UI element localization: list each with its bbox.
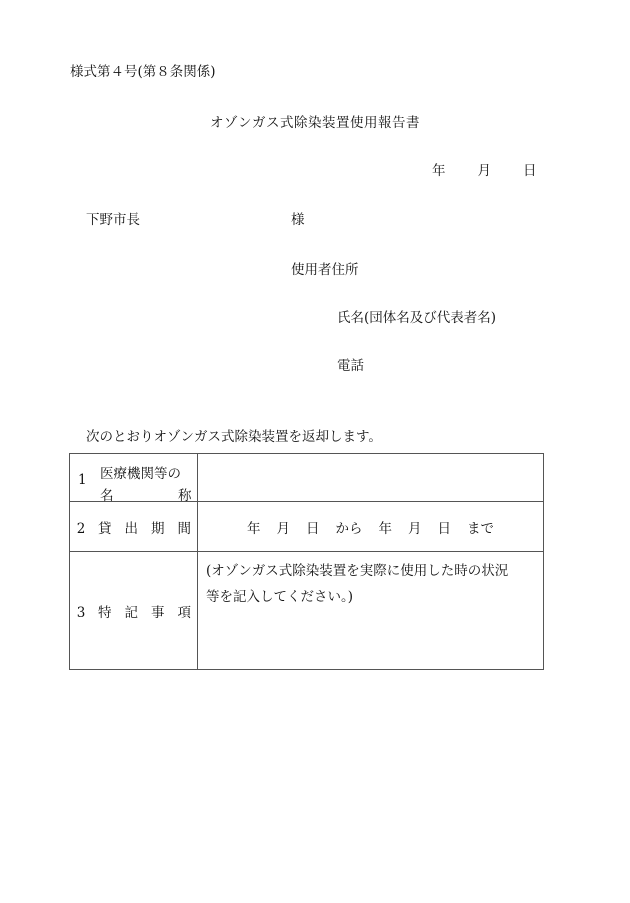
period-month: 月 — [276, 520, 290, 537]
user-phone-label: 電話 — [337, 358, 364, 374]
table-row — [70, 502, 544, 552]
date-day: 日 — [523, 163, 537, 179]
facility-name-label-line1: 医療機関等の — [100, 466, 181, 482]
table-row — [70, 552, 544, 670]
date-line — [432, 165, 537, 179]
facility-name-label-cell — [70, 454, 198, 502]
table-row — [70, 454, 544, 502]
period-year: 年 — [247, 520, 261, 537]
remarks-value[interactable] — [198, 552, 544, 670]
remarks-label-char: 事 — [151, 604, 165, 621]
form-number: 様式第４号(第８条関係) — [70, 64, 216, 80]
loan-period-value[interactable] — [198, 502, 544, 552]
facility-name-label-char2: 称 — [178, 488, 192, 504]
loan-period-label-char: 間 — [177, 520, 191, 537]
addressee-honorific: 様 — [291, 212, 305, 228]
period-day: 日 — [437, 520, 451, 537]
loan-period-label-char: 期 — [151, 520, 165, 537]
date-month: 月 — [477, 163, 491, 179]
facility-name-label-char1: 名 — [100, 488, 114, 504]
row-number: 1 — [78, 472, 87, 488]
remarks-instruction-line2: 等を記入してください。) — [206, 589, 354, 605]
period-from: から — [335, 520, 363, 537]
facility-name-value[interactable] — [198, 454, 544, 502]
remarks-label-cell — [70, 552, 198, 670]
period-month: 月 — [408, 520, 422, 537]
period-year: 年 — [378, 520, 392, 537]
report-table — [69, 453, 544, 670]
loan-period-label-char: 出 — [124, 520, 138, 537]
period-day: 日 — [306, 520, 320, 537]
remarks-label-char: 記 — [124, 604, 138, 621]
remarks-instruction-line1: (オゾンガス式除染装置を実際に使用した時の状況 — [206, 563, 509, 579]
intro-text: 次のとおりオゾンガス式除染装置を返却します。 — [86, 429, 382, 445]
period-until: まで — [467, 520, 494, 537]
user-name-label: 氏名(団体名及び代表者名) — [337, 310, 497, 326]
loan-period-label-cell — [70, 502, 198, 552]
user-address-label: 使用者住所 — [291, 262, 359, 278]
row-number: 3 — [76, 604, 86, 621]
document-title: オゾンガス式除染装置使用報告書 — [210, 115, 420, 131]
row-number: 2 — [76, 520, 86, 537]
remarks-label-char: 項 — [177, 604, 191, 621]
remarks-label-char: 特 — [98, 604, 112, 621]
loan-period-label-char: 貸 — [98, 520, 112, 537]
date-year: 年 — [432, 163, 446, 179]
addressee-name: 下野市長 — [86, 212, 140, 228]
